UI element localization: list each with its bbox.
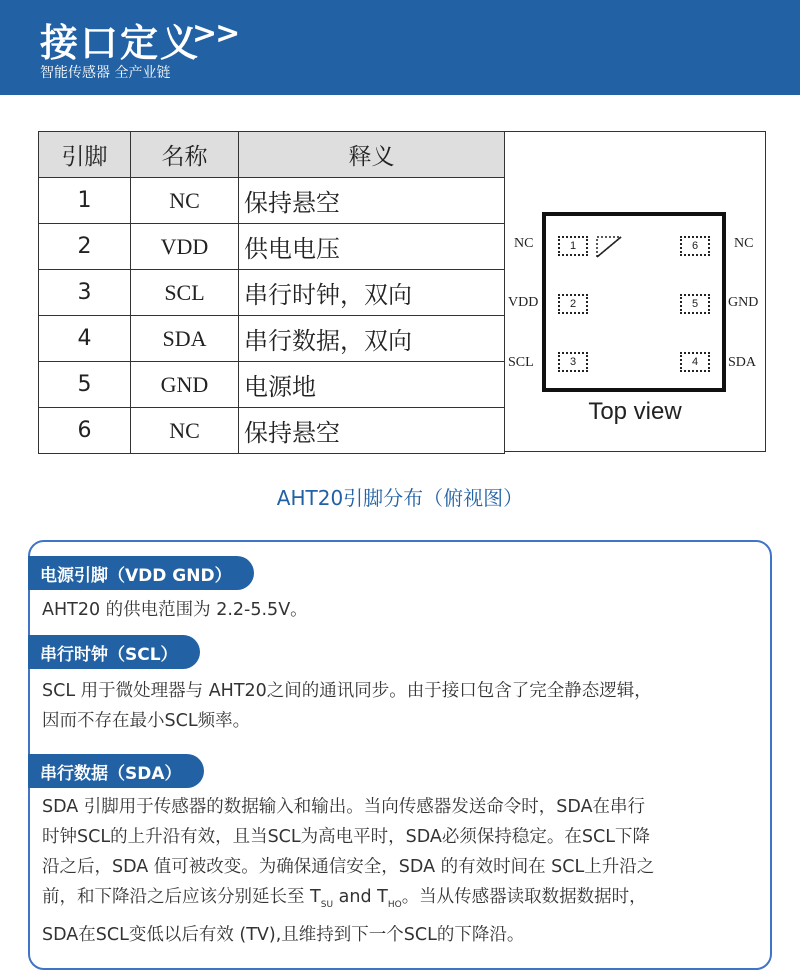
pad-3: 3: [558, 352, 588, 372]
figure-caption: AHT20引脚分布（俯视图）: [276, 486, 524, 510]
pin-number: 2: [39, 224, 131, 270]
section-title-sda: 串行数据（SDA）: [28, 754, 204, 788]
text-line: SDA 引脚用于传感器的数据输入和输出。当向传感器发送命令时，SDA在串行: [42, 797, 646, 817]
text-line: 沿之后，SDA 值可被改变。为确保通信安全，SDA 的有效时间在 SCL上升沿之: [42, 857, 655, 877]
pin-name: NC: [131, 408, 239, 454]
pin-number: 3: [39, 270, 131, 316]
table-row: [39, 224, 505, 270]
pin-number: 6: [39, 408, 131, 454]
text-line: [42, 882, 767, 920]
pin-desc: 串行时钟，双向: [239, 270, 505, 316]
table-row: [39, 408, 505, 454]
table-row: [39, 362, 505, 408]
pin-desc: 保持悬空: [239, 178, 505, 224]
pin1-marker-icon: [596, 236, 622, 258]
pad-5: 5: [680, 294, 710, 314]
header-name: 名称: [131, 132, 239, 178]
pin-label-left-2: VDD: [508, 295, 539, 310]
pin-name: NC: [131, 178, 239, 224]
subscript-ho: HO: [387, 900, 402, 910]
pad-4: 4: [680, 352, 710, 372]
pin-number: 1: [39, 178, 131, 224]
pin-desc: 串行数据，双向: [239, 316, 505, 362]
text-line: 时钟SCL的上升沿有效，且当SCL为高电平时，SDA必须保持稳定。在SCL下降: [42, 827, 650, 847]
pin-label-right-2: GND: [728, 295, 759, 310]
table-row: [39, 178, 505, 224]
table-row: [39, 316, 505, 362]
title-arrows: >>: [192, 16, 239, 51]
pin-desc: 供电电压: [239, 224, 505, 270]
section-text-scl: [42, 676, 767, 736]
pin-label-right-3: SDA: [728, 355, 757, 370]
section-text-sda: [42, 792, 767, 950]
text-segment: 。当从传感器读取数据数据时，: [401, 887, 647, 907]
table-header-row: [39, 132, 505, 178]
header-desc: 释义: [239, 132, 505, 178]
section-title-power: 电源引脚（VDD GND）: [28, 556, 254, 590]
pin-name: VDD: [131, 224, 239, 270]
pin-number: 4: [39, 316, 131, 362]
pin-desc: 保持悬空: [239, 408, 505, 454]
pin-desc: 电源地: [239, 362, 505, 408]
text-line: SCL 用于微处理器与 AHT20之间的通讯同步。由于接口包含了完全静态逻辑，: [42, 681, 652, 701]
header-pin: 引脚: [39, 132, 131, 178]
topview-caption: Top view: [588, 398, 682, 425]
section-text-power: [42, 595, 767, 625]
text-line: AHT20 的供电范围为 2.2-5.5V。: [42, 600, 308, 620]
text-segment: and T: [333, 887, 388, 907]
pin-label-right-1: NC: [734, 236, 754, 251]
pin-name: GND: [131, 362, 239, 408]
text-line: 因而不存在最小SCL频率。: [42, 711, 251, 731]
section-title-scl: 串行时钟（SCL）: [28, 635, 200, 669]
pin-label-left-3: SCL: [508, 355, 534, 370]
text-segment: 前，和下降沿之后应该分别延长至 T: [42, 887, 321, 907]
pin-name: SDA: [131, 316, 239, 362]
table-row: [39, 270, 505, 316]
pad-6: 6: [680, 236, 710, 256]
chip-package: [542, 212, 726, 392]
pad-1: 1: [558, 236, 588, 256]
pin-number: 5: [39, 362, 131, 408]
topview-diagram: [504, 131, 766, 452]
text-line: SDA在SCL变低以后有效 (TV),且维持到下一个SCL的下降沿。: [42, 925, 525, 945]
pad-2: 2: [558, 294, 588, 314]
pin-label-left-1: NC: [514, 236, 534, 251]
pin-table: [38, 131, 505, 454]
page-title: 接口定义: [40, 21, 201, 65]
subscript-su: SU: [320, 900, 334, 910]
header-banner: [0, 0, 800, 95]
pin-name: SCL: [131, 270, 239, 316]
page-subtitle: 智能传感器 全产业链: [40, 65, 171, 81]
